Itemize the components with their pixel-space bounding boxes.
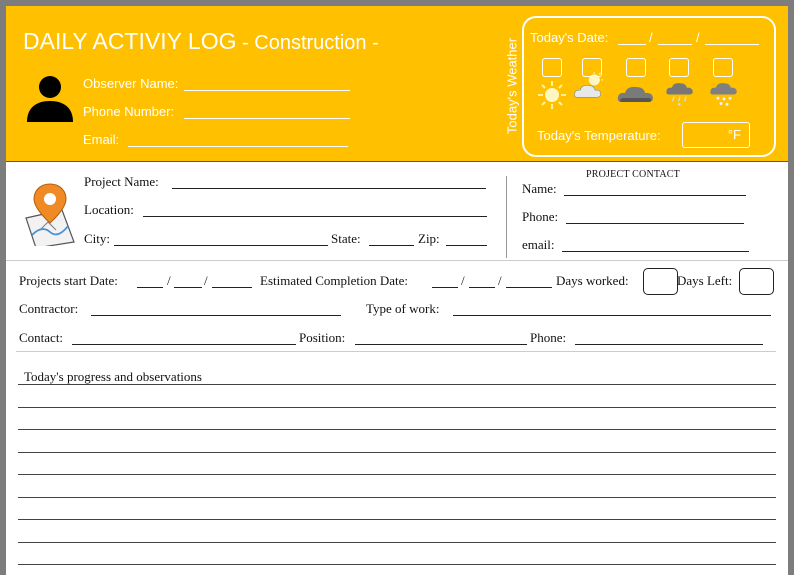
todays-date-label: Today's Date: — [530, 30, 609, 45]
map-location-icon — [22, 180, 78, 246]
notes-line[interactable] — [18, 474, 776, 475]
date-day-field[interactable] — [658, 44, 692, 45]
todays-temperature-label: Today's Temperature: — [537, 128, 661, 143]
divider-1 — [6, 260, 788, 261]
title-main: DAILY ACTIVIY LOG — [23, 28, 237, 54]
completion-date-sep-2: / — [498, 273, 502, 288]
phone-number-label: Phone Number: — [83, 104, 175, 119]
contact-email-field[interactable] — [562, 251, 749, 252]
weather-checkbox-cloudy[interactable] — [626, 58, 646, 77]
notes-line[interactable] — [18, 564, 776, 565]
start-date-sep-1: / — [167, 273, 171, 288]
project-contact-heading: PROJECT CONTACT — [586, 169, 680, 180]
observer-name-field[interactable] — [184, 90, 350, 91]
weather-checkbox-snow[interactable] — [713, 58, 733, 77]
sunny-icon — [532, 80, 572, 110]
phone-number-field[interactable] — [184, 118, 350, 119]
weather-checkbox-rain[interactable] — [669, 58, 689, 77]
weather-vertical-label: Today's Weather — [504, 37, 520, 135]
completion-date-month-field[interactable] — [432, 287, 458, 288]
contact-label: Contact: — [19, 330, 64, 345]
contact-phone-label: Phone: — [522, 209, 559, 224]
notes-line[interactable] — [18, 497, 776, 498]
section-divider — [506, 176, 507, 258]
notes-line[interactable] — [18, 429, 776, 430]
divider-2 — [16, 351, 776, 352]
contact-field[interactable] — [72, 344, 296, 345]
notes-line[interactable] — [18, 407, 776, 408]
notes-line[interactable] — [18, 542, 776, 543]
contact-name-label: Name: — [522, 181, 557, 196]
snow-icon — [704, 78, 744, 108]
notes-line[interactable] — [18, 452, 776, 453]
start-date-sep-2: / — [204, 273, 208, 288]
notes-line[interactable] — [18, 519, 776, 520]
type-of-work-field[interactable] — [453, 315, 771, 316]
position-label: Position: — [299, 330, 346, 345]
days-worked-field[interactable] — [643, 268, 678, 295]
zip-label: Zip: — [418, 231, 440, 246]
type-of-work-label: Type of work: — [366, 301, 440, 316]
completion-date-year-field[interactable] — [506, 287, 552, 288]
days-left-field[interactable] — [739, 268, 774, 295]
notes-line[interactable] — [18, 384, 776, 385]
contractor-label: Contractor: — [19, 301, 79, 316]
project-name-label: Project Name: — [84, 174, 159, 189]
contact-name-field[interactable] — [564, 195, 746, 196]
start-date-day-field[interactable] — [174, 287, 202, 288]
form-title — [23, 28, 379, 55]
location-field[interactable] — [143, 216, 487, 217]
city-label: City: — [84, 231, 111, 246]
contact-phone-field[interactable] — [566, 223, 744, 224]
title-sub: - Construction - — [236, 32, 379, 54]
days-worked-label: Days worked: — [556, 273, 629, 288]
phone-label: Phone: — [530, 330, 567, 345]
temperature-unit: °F — [727, 127, 741, 142]
city-field[interactable] — [114, 245, 328, 246]
progress-heading: Today's progress and observations — [24, 369, 202, 384]
completion-date-sep-1: / — [461, 273, 465, 288]
date-sep-2: / — [696, 30, 700, 45]
email-label: Email: — [83, 132, 120, 147]
project-name-field[interactable] — [172, 188, 486, 189]
temperature-field[interactable] — [682, 122, 750, 148]
rain-icon — [660, 78, 700, 108]
start-date-label: Projects start Date: — [19, 273, 118, 288]
daily-activity-log-form — [6, 6, 788, 575]
weather-checkbox-sunny[interactable] — [542, 58, 562, 77]
date-month-field[interactable] — [618, 44, 646, 45]
completion-date-label: Estimated Completion Date: — [260, 273, 409, 288]
start-date-month-field[interactable] — [137, 287, 163, 288]
state-field[interactable] — [369, 245, 414, 246]
phone-field[interactable] — [575, 344, 763, 345]
contact-email-label: email: — [522, 237, 555, 252]
location-label: Location: — [84, 202, 134, 217]
completion-date-day-field[interactable] — [469, 287, 495, 288]
start-date-year-field[interactable] — [212, 287, 252, 288]
partly-cloudy-icon — [568, 72, 608, 102]
position-field[interactable] — [355, 344, 527, 345]
contractor-field[interactable] — [91, 315, 341, 316]
days-left-label: Days Left: — [677, 273, 733, 288]
observer-name-label: Observer Name: — [83, 76, 179, 91]
person-icon — [25, 74, 75, 124]
header-banner — [6, 6, 788, 162]
state-label: State: — [331, 231, 361, 246]
date-sep-1: / — [649, 30, 653, 45]
date-year-field[interactable] — [705, 44, 759, 45]
zip-field[interactable] — [446, 245, 487, 246]
cloudy-icon — [616, 78, 656, 108]
email-field[interactable] — [128, 146, 348, 147]
